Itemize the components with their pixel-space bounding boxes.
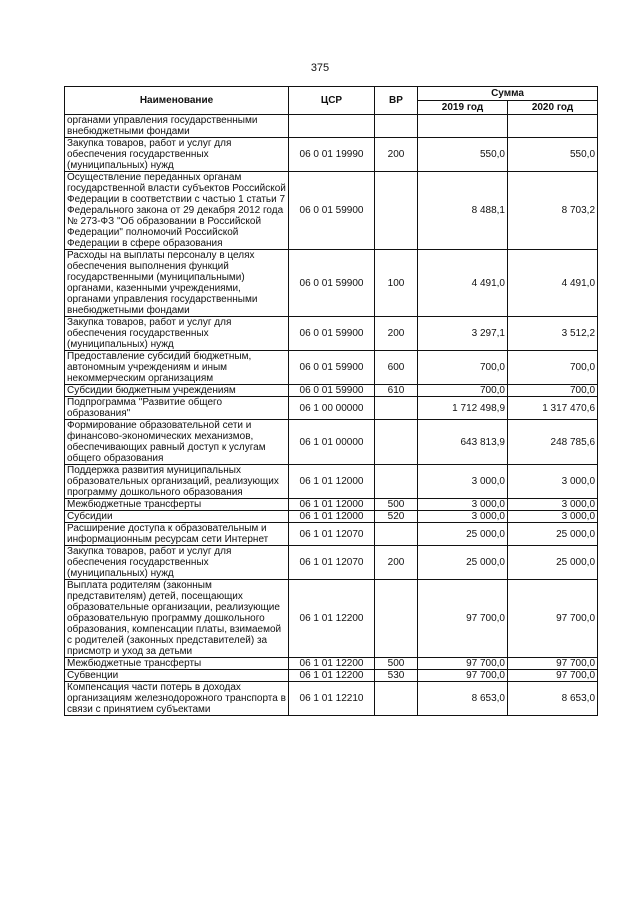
header-year-2020: 2020 год xyxy=(508,101,598,115)
row-vr: 600 xyxy=(375,351,418,385)
table-row xyxy=(65,499,598,511)
row-vr: 500 xyxy=(375,658,418,670)
row-name: Субсидии xyxy=(65,511,289,523)
table-row xyxy=(65,385,598,397)
row-csr: 06 1 01 00000 xyxy=(289,420,375,465)
row-vr: 520 xyxy=(375,511,418,523)
row-vr: 500 xyxy=(375,499,418,511)
row-sum-2019: 700,0 xyxy=(418,385,508,397)
header-name: Наименование xyxy=(65,87,289,115)
table-row xyxy=(65,351,598,385)
row-csr: 06 0 01 19990 xyxy=(289,138,375,172)
row-name: Закупка товаров, работ и услуг для обеспечения государственных (муниципальных) нужд xyxy=(65,546,289,580)
row-sum-2019: 3 297,1 xyxy=(418,317,508,351)
row-sum-2019: 1 712 498,9 xyxy=(418,397,508,420)
row-sum-2019: 25 000,0 xyxy=(418,546,508,580)
row-vr: 530 xyxy=(375,670,418,682)
row-sum-2020: 97 700,0 xyxy=(508,658,598,670)
row-vr xyxy=(375,465,418,499)
row-name: Расширение доступа к образовательным и информационным ресурсам сети Интернет xyxy=(65,523,289,546)
row-vr: 200 xyxy=(375,317,418,351)
row-csr: 06 0 01 59900 xyxy=(289,317,375,351)
row-sum-2020: 8 653,0 xyxy=(508,682,598,716)
row-sum-2019: 3 000,0 xyxy=(418,465,508,499)
header-year-2019: 2019 год xyxy=(418,101,508,115)
row-sum-2019: 25 000,0 xyxy=(418,523,508,546)
row-sum-2019: 8 488,1 xyxy=(418,172,508,250)
row-name: органами управления государственными внебюджетными фондами xyxy=(65,115,289,138)
row-name: Формирование образовательной сети и финансово-экономических механизмов, обеспечивающих равный доступ к услугам общего образования xyxy=(65,420,289,465)
row-vr xyxy=(375,580,418,658)
row-sum-2020: 1 317 470,6 xyxy=(508,397,598,420)
table-row xyxy=(65,172,598,250)
row-vr: 200 xyxy=(375,138,418,172)
row-name: Выплата родителям (законным представителям) детей, посещающих образовательные организации, реализующие образовательную программу дошкольного образования, компенсации платы, взимаемой с родителей (законных представителей) за присмотр и уход за детьми xyxy=(65,580,289,658)
row-name: Поддержка развития муниципальных образовательных организаций, реализующих программу дошкольного образования xyxy=(65,465,289,499)
row-sum-2020: 25 000,0 xyxy=(508,546,598,580)
row-csr: 06 1 01 12200 xyxy=(289,658,375,670)
row-sum-2020: 3 512,2 xyxy=(508,317,598,351)
row-sum-2019: 3 000,0 xyxy=(418,511,508,523)
table-row xyxy=(65,317,598,351)
row-name: Компенсация части потерь в доходах организациям железнодорожного транспорта в связи с принятием субъектами xyxy=(65,682,289,716)
row-sum-2020: 97 700,0 xyxy=(508,580,598,658)
row-vr: 610 xyxy=(375,385,418,397)
row-name: Закупка товаров, работ и услуг для обеспечения государственных (муниципальных) нужд xyxy=(65,138,289,172)
row-sum-2019: 550,0 xyxy=(418,138,508,172)
row-sum-2019: 700,0 xyxy=(418,351,508,385)
row-sum-2020: 97 700,0 xyxy=(508,670,598,682)
table-row xyxy=(65,138,598,172)
row-vr xyxy=(375,115,418,138)
row-sum-2019: 643 813,9 xyxy=(418,420,508,465)
row-csr: 06 0 01 59900 xyxy=(289,172,375,250)
row-csr xyxy=(289,115,375,138)
row-sum-2019: 4 491,0 xyxy=(418,250,508,317)
row-csr: 06 0 01 59900 xyxy=(289,385,375,397)
row-sum-2020: 8 703,2 xyxy=(508,172,598,250)
row-csr: 06 1 01 12210 xyxy=(289,682,375,716)
row-sum-2020: 4 491,0 xyxy=(508,250,598,317)
row-sum-2019: 8 653,0 xyxy=(418,682,508,716)
row-csr: 06 1 01 12070 xyxy=(289,546,375,580)
row-sum-2019 xyxy=(418,115,508,138)
row-sum-2020: 3 000,0 xyxy=(508,499,598,511)
row-name: Подпрограмма "Развитие общего образования" xyxy=(65,397,289,420)
table-row xyxy=(65,670,598,682)
row-name: Субсидии бюджетным учреждениям xyxy=(65,385,289,397)
row-name: Расходы на выплаты персоналу в целях обеспечения выполнения функций государственными (муниципальными) органами, казенными учреждениями, органами управления государственными внебюджетными фондами xyxy=(65,250,289,317)
budget-table xyxy=(64,86,598,716)
page-number: 375 xyxy=(310,62,330,74)
row-csr: 06 1 01 12200 xyxy=(289,670,375,682)
row-name: Закупка товаров, работ и услуг для обеспечения государственных (муниципальных) нужд xyxy=(65,317,289,351)
row-vr: 200 xyxy=(375,546,418,580)
table-row xyxy=(65,397,598,420)
row-vr: 100 xyxy=(375,250,418,317)
table-row xyxy=(65,250,598,317)
row-vr xyxy=(375,172,418,250)
row-sum-2019: 97 700,0 xyxy=(418,670,508,682)
header-csr: ЦСР xyxy=(289,87,375,115)
row-name: Субвенции xyxy=(65,670,289,682)
row-name: Предоставление субсидий бюджетным, автономным учреждениям и иным некоммерческим организациям xyxy=(65,351,289,385)
row-sum-2020: 3 000,0 xyxy=(508,465,598,499)
row-sum-2020: 550,0 xyxy=(508,138,598,172)
row-vr xyxy=(375,523,418,546)
row-sum-2020: 248 785,6 xyxy=(508,420,598,465)
table-row xyxy=(65,682,598,716)
row-sum-2020: 700,0 xyxy=(508,351,598,385)
row-sum-2020: 700,0 xyxy=(508,385,598,397)
row-sum-2019: 3 000,0 xyxy=(418,499,508,511)
table-row xyxy=(65,523,598,546)
row-name: Осуществление переданных органам государственной власти субъектов Российской Федерации в соответствии с частью 1 статьи 7 Федерального закона от 29 декабря 2012 года № 273-ФЗ "Об образовании в Российской Федерации" полномочий Российской Федерации в сфере образования xyxy=(65,172,289,250)
row-name: Межбюджетные трансферты xyxy=(65,499,289,511)
table-body xyxy=(65,115,598,716)
header-vr: ВР xyxy=(375,87,418,115)
header-sum: Сумма xyxy=(418,87,598,101)
row-csr: 06 1 01 12000 xyxy=(289,499,375,511)
row-vr xyxy=(375,420,418,465)
row-csr: 06 1 00 00000 xyxy=(289,397,375,420)
row-sum-2020: 3 000,0 xyxy=(508,511,598,523)
row-csr: 06 0 01 59900 xyxy=(289,250,375,317)
table-row xyxy=(65,465,598,499)
table-row xyxy=(65,511,598,523)
row-csr: 06 0 01 59900 xyxy=(289,351,375,385)
row-csr: 06 1 01 12000 xyxy=(289,465,375,499)
row-vr xyxy=(375,682,418,716)
row-sum-2020 xyxy=(508,115,598,138)
row-sum-2020: 25 000,0 xyxy=(508,523,598,546)
table-row xyxy=(65,115,598,138)
row-sum-2019: 97 700,0 xyxy=(418,658,508,670)
table-row xyxy=(65,580,598,658)
row-csr: 06 1 01 12000 xyxy=(289,511,375,523)
row-csr: 06 1 01 12070 xyxy=(289,523,375,546)
table-row xyxy=(65,420,598,465)
row-sum-2019: 97 700,0 xyxy=(418,580,508,658)
table-row xyxy=(65,658,598,670)
row-name: Межбюджетные трансферты xyxy=(65,658,289,670)
table-row xyxy=(65,546,598,580)
row-vr xyxy=(375,397,418,420)
row-csr: 06 1 01 12200 xyxy=(289,580,375,658)
